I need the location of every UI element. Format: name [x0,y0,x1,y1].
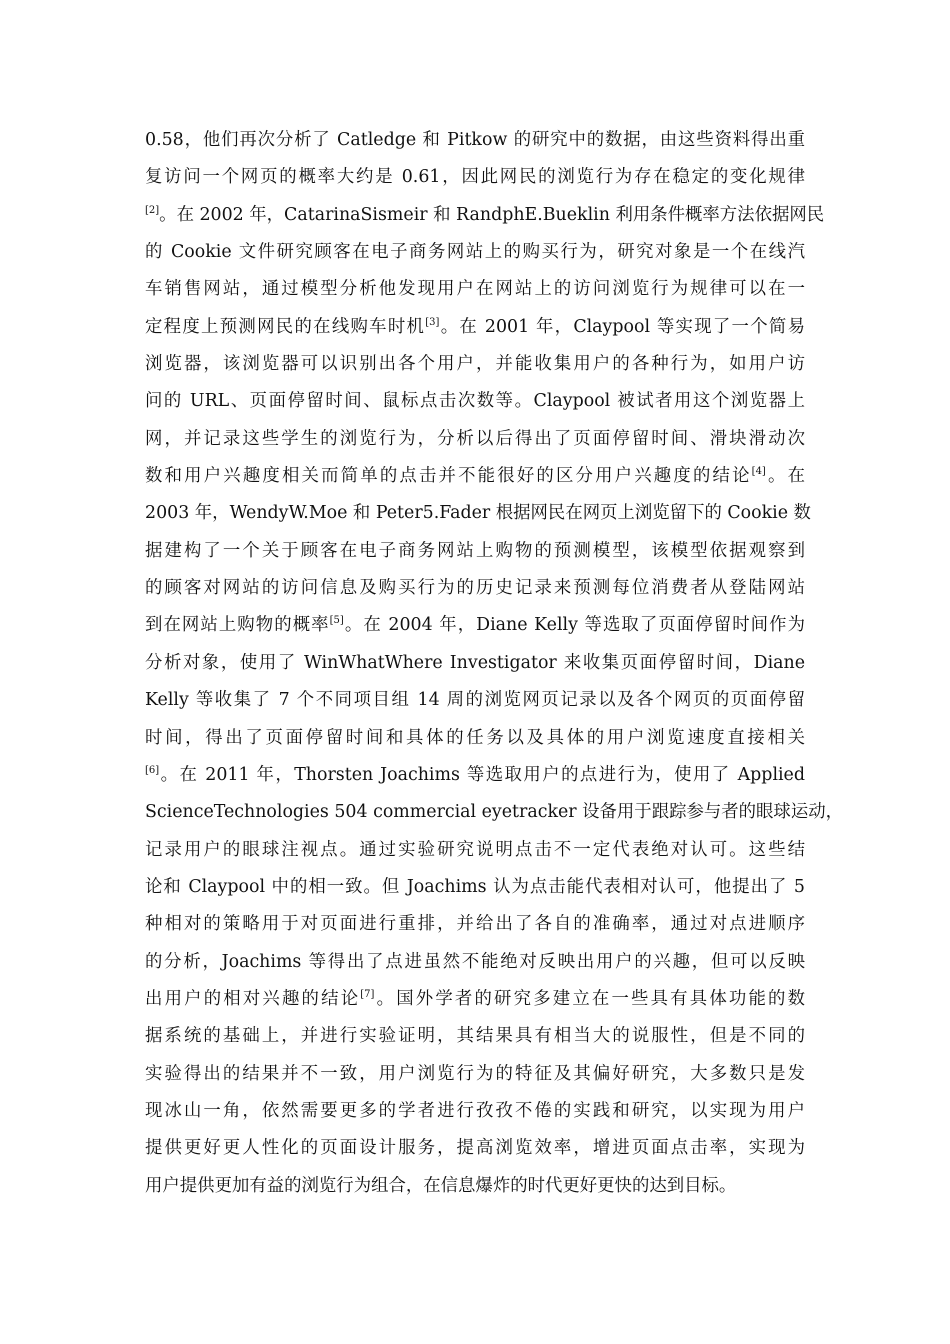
text-run: 网，并记录这些学生的浏览行为，分析以后得出了页面停留时间、滑块滑动次 [145,428,805,449]
text-run: 的分析，Joachims 等得出了点进虽然不能绝对反映出用户的兴趣，但可以反映 [145,951,805,972]
text-line [145,720,805,757]
text-line [145,1056,805,1093]
text-run: 。在 2004 年，Diane Kelly 等选取了页面停留时间作为 [343,615,805,636]
text-run: 记录用户的眼球注视点。通过实验研究说明点击不一定代表绝对认可。这些结 [145,839,805,860]
text-run: 数和用户兴趣度相关而简单的点击并不能很好的区分用户兴趣度的结论 [145,466,752,487]
citation-marker: [2] [145,204,160,216]
text-run: 。国外学者的研究多建立在一些具有具体功能的数 [374,988,805,1009]
text-run: 。在 2002 年，CatarinaSismeir 和 RandphE.Bueklin 利用条件概率方法依据网民 [159,204,825,225]
text-line [145,645,805,682]
text-run: 种相对的策略用于对页面进行重排，并给出了各自的准确率，通过对点进顺序 [145,914,805,935]
text-run: 问的 URL、页面停留时间、鼠标点击次数等。Claypool 被试者用这个浏览器上 [145,391,805,412]
text-run: 车销售网站，通过模型分析他发现用户在网站上的访问浏览行为规律可以在一 [145,279,805,300]
text-run: 到在网站上购物的概率 [145,615,330,636]
text-run: 实验得出的结果并不一致，用户浏览行为的特征及其偏好研究，大多数只是发 [145,1063,805,1084]
citation-marker: [3] [425,316,440,328]
citation-marker: [7] [360,989,375,1001]
text-run: 提供更好更人性化的页面设计服务，提高浏览效率，增进页面点击率，实现为 [145,1138,805,1159]
text-run: 出用户的相对兴趣的结论 [145,988,361,1009]
text-line [145,906,805,943]
text-run: 。在 2011 年，Thorsten Joachims 等选取用户的点进行为，使用了 Applied [159,764,805,785]
text-line [145,944,805,981]
text-run: 现冰山一角，依然需要更多的学者进行孜孜不倦的实践和研究，以实现为用户 [145,1100,805,1121]
text-line [145,383,805,420]
citation-marker: [4] [751,466,766,478]
text-run: 的顾客对网站的访问信息及购买行为的历史记录来预测每位消费者从登陆网站 [145,578,805,599]
text-line [145,1093,805,1130]
text-line [145,981,805,1018]
text-line [145,607,805,644]
text-run: 0.58，他们再次分析了 Catledge 和 Pitkow 的研究中的数据，由这些资料得出重 [145,130,805,150]
text-line [145,122,805,159]
text-run: 的 Cookie 文件研究顾客在电子商务网站上的购买行为，研究对象是一个在线汽 [145,242,805,263]
text-line [145,309,805,346]
text-line [145,458,805,495]
text-run: 论和 Claypool 中的相一致。但 Joachims 认为点击能代表相对认可，他提出了 5 [145,876,805,897]
text-line [145,869,805,906]
text-run: 。在 2001 年，Claypool 等实现了一个简易 [439,316,805,337]
text-run: ScienceTechnologies 504 commercial eyetracker 设备用于跟踪参与者的眼球运动， [145,802,843,823]
text-run: 浏览器，该浏览器可以识别出各个用户，并能收集用户的各种行为，如用户访 [145,354,805,375]
text-line [145,234,805,271]
text-line [145,1130,805,1167]
text-line [145,159,805,196]
text-line [145,495,811,532]
body-paragraph [145,122,843,1205]
text-run: 时间，得出了页面停留时间和具体的任务以及具体的用户浏览速度直接相关 [145,727,805,748]
citation-marker: [6] [145,765,160,777]
text-line [145,832,805,869]
text-line [145,757,805,794]
citation-marker: [5] [329,615,344,627]
text-run: 。在 [765,466,805,487]
text-line [145,794,843,831]
text-run: 2003 年，WendyW.Moe 和 Peter5.Fader 根据网民在网页上浏览留下的 Cookie 数 [145,503,811,524]
text-line [145,197,825,234]
text-run: 复访问一个网页的概率大约是 0.61，因此网民的浏览行为存在稳定的变化规律 [145,167,805,188]
text-run: 分析对象，使用了 WinWhatWhere Investigator 来收集页面停留时间，Diane [145,652,805,673]
text-line [145,271,805,308]
text-run: 据建构了一个关于顾客在电子商务网站上购物的预测模型，该模型依据观察到 [145,540,805,561]
text-line [145,570,805,607]
text-run: 用户提供更加有益的浏览行为组合，在信息爆炸的时代更好更快的达到目标。 [145,1175,737,1196]
document-page [145,122,843,1205]
text-line [145,1168,805,1205]
text-run: 据系统的基础上，并进行实验证明，其结果具有相当大的说服性，但是不同的 [145,1026,805,1047]
text-line [145,1018,805,1055]
text-line [145,421,805,458]
text-run: 定程度上预测网民的在线购车时机 [145,316,426,337]
text-line [145,682,805,719]
text-run: Kelly 等收集了 7 个不同项目组 14 周的浏览网页记录以及各个网页的页面停留 [145,690,805,711]
text-line [145,533,805,570]
text-line [145,346,805,383]
